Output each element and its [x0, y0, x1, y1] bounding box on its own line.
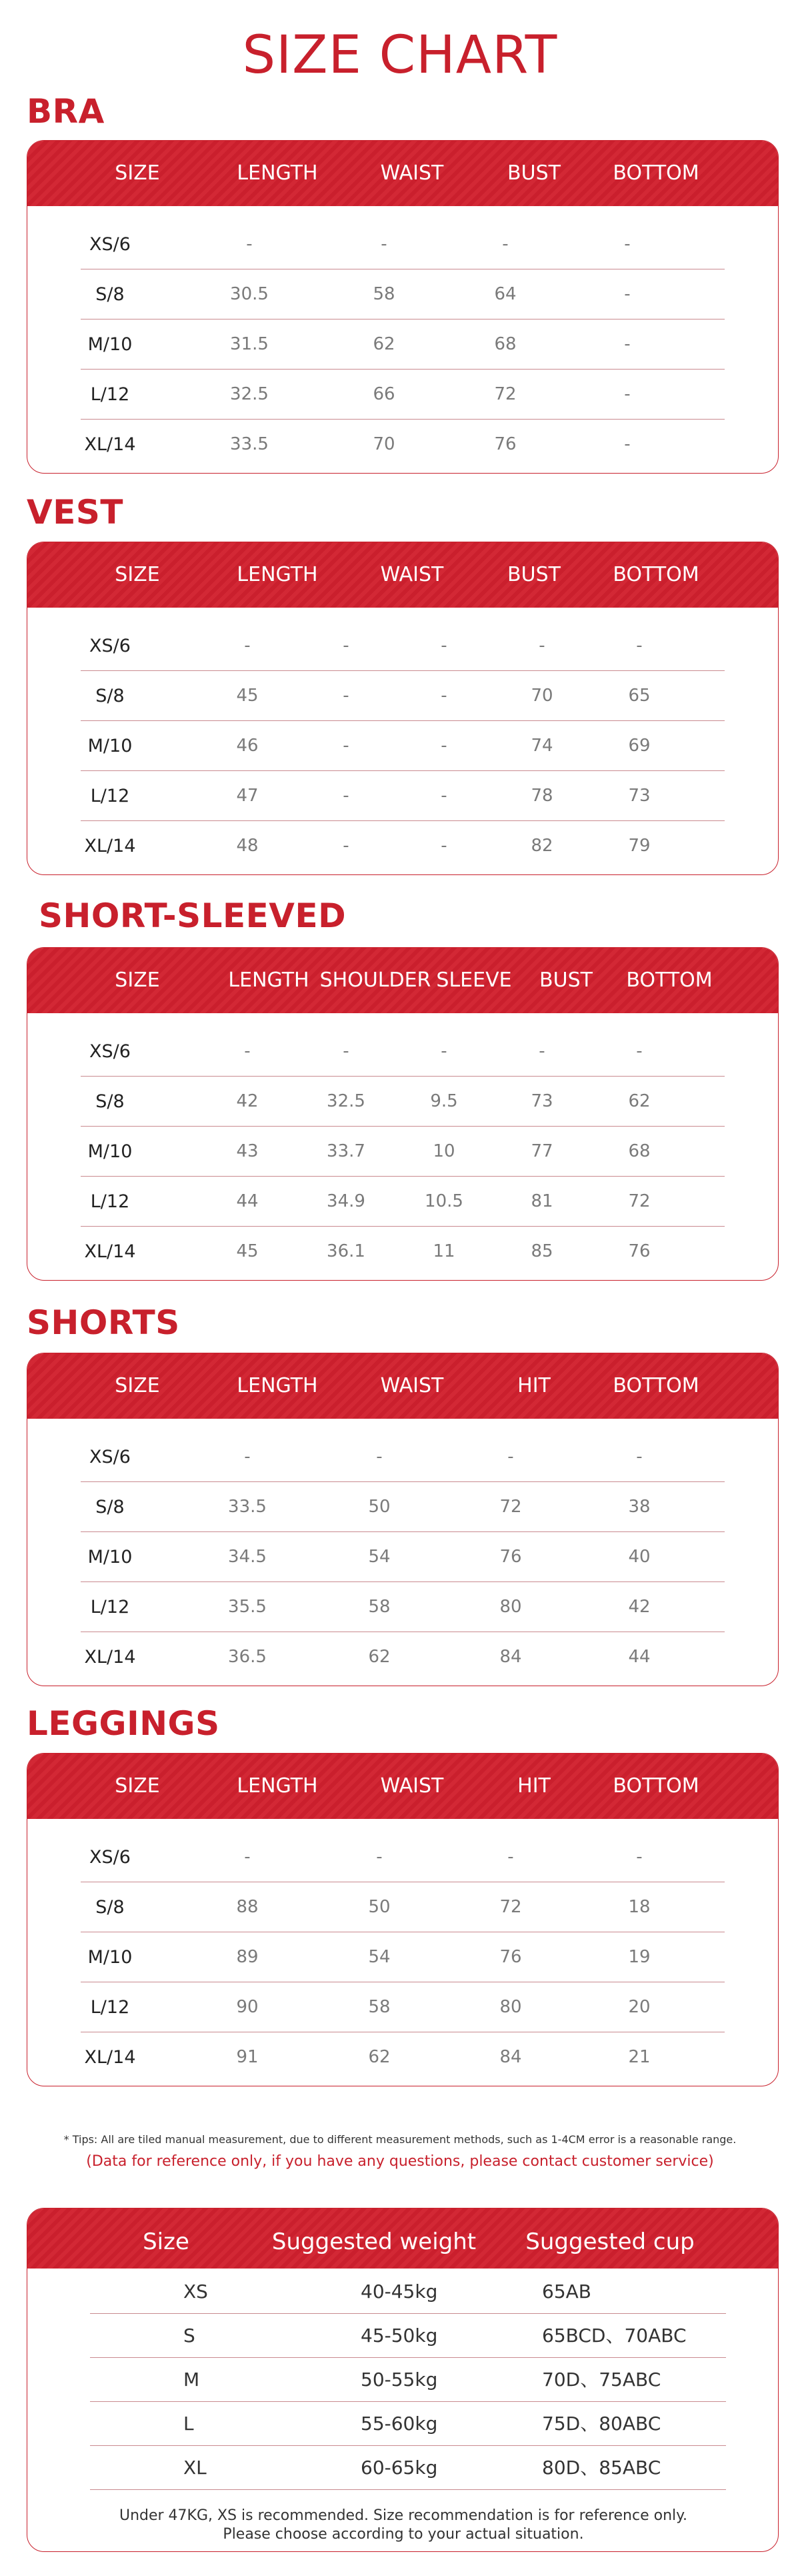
value-cell: - [246, 234, 253, 254]
value-cell: 76 [499, 1947, 522, 1967]
weight-note-line2: Please choose according to your actual situation. [223, 2526, 584, 2543]
value-cell: 36.1 [327, 1241, 365, 1261]
value-cell: 30.5 [230, 284, 269, 304]
header-waist: WAIST [380, 563, 444, 586]
value-cell: - [343, 686, 349, 706]
value-cell: - [441, 1041, 447, 1061]
value-cell: - [636, 636, 643, 656]
table-header [27, 1353, 778, 1419]
value-cell: 35.5 [228, 1597, 267, 1617]
table-row [81, 1982, 725, 2032]
value-cell: - [624, 434, 631, 454]
weight-table-row [90, 2270, 726, 2314]
size-cell: M/10 [87, 1947, 133, 1968]
value-cell: 64 [494, 284, 517, 304]
section-title-bra: BRA [27, 92, 105, 131]
value-cell: 72 [494, 384, 517, 404]
header-suggested-weight: Suggested weight [271, 2228, 477, 2255]
table-row [81, 1632, 725, 1682]
value-cell: 33.5 [230, 434, 269, 454]
header-length: LENGTH [237, 1374, 318, 1397]
table-row [81, 1177, 725, 1227]
header-sleeve: SLEEVE [436, 969, 512, 992]
size-cell: M/10 [87, 1141, 133, 1162]
size-table-vest [27, 542, 779, 875]
value-cell: - [441, 736, 447, 756]
header-length: LENGTH [228, 969, 309, 992]
table-row [81, 1532, 725, 1582]
value-cell: 91 [236, 2047, 259, 2067]
value-cell: 62 [368, 1647, 391, 1667]
header-size: SIZE [115, 969, 160, 992]
value-cell: 20 [628, 1997, 651, 2017]
size-cell: XS/6 [89, 1847, 131, 1868]
value-cell: 45 [236, 1241, 259, 1261]
value-cell: 80 [499, 1597, 522, 1617]
value-cell: 46 [236, 736, 259, 756]
header-bottom: BOTTOM [613, 161, 699, 185]
value-cell: - [381, 234, 387, 254]
size-cell: L/12 [90, 1997, 130, 2018]
size-cell: S/8 [95, 284, 125, 305]
value-cell: 45 [236, 686, 259, 706]
value-cell: - [343, 1041, 349, 1061]
value-cell: 33.7 [327, 1141, 365, 1161]
value-cell: 66 [373, 384, 395, 404]
value-cell: 72 [499, 1897, 522, 1917]
header-bottom: BOTTOM [626, 969, 713, 992]
value-cell: - [376, 1847, 383, 1867]
weight-note-line1: Under 47KG, XS is recommended. Size recommendation is for reference only. [119, 2507, 688, 2524]
size-cell: XL/14 [84, 2047, 136, 2068]
value-cell: 90 [236, 1997, 259, 2017]
size-table-short-sleeved [27, 947, 779, 1281]
header-bust: BUST [507, 563, 561, 586]
value-cell: 50 [368, 1897, 391, 1917]
value-cell: 33.5 [228, 1497, 267, 1517]
size-cell: M [183, 2369, 200, 2391]
weight-cell: 50-55kg [361, 2369, 438, 2391]
value-cell: - [343, 836, 349, 856]
weight-table-row [90, 2314, 726, 2358]
section-title-leggings: LEGGINGS [27, 1704, 220, 1743]
value-cell: 18 [628, 1897, 651, 1917]
table-row [81, 621, 725, 671]
value-cell: 50 [368, 1497, 391, 1517]
header-waist: WAIST [380, 1374, 444, 1397]
size-cell: M/10 [87, 736, 133, 756]
value-cell: 84 [499, 1647, 522, 1667]
value-cell: 82 [531, 836, 553, 856]
value-cell: - [539, 636, 545, 656]
value-cell: 79 [628, 836, 651, 856]
table-row [81, 1027, 725, 1077]
header-size: SIZE [115, 1774, 160, 1798]
table-row [81, 1227, 725, 1277]
header-length: LENGTH [237, 161, 318, 185]
value-cell: - [636, 1847, 643, 1867]
table-row [81, 219, 725, 269]
value-cell: 21 [628, 2047, 651, 2067]
header-bust: BUST [507, 161, 561, 185]
value-cell: - [507, 1847, 514, 1867]
value-cell: 34.5 [228, 1547, 267, 1567]
page-title: SIZE CHART [242, 25, 558, 85]
header-size: SIZE [115, 563, 160, 586]
size-cell: S [183, 2325, 195, 2347]
value-cell: 76 [494, 434, 517, 454]
table-row [81, 2032, 725, 2082]
table-header [27, 948, 778, 1013]
header-size: SIZE [115, 161, 160, 185]
header-hit: HIT [517, 1774, 551, 1798]
value-cell: 74 [531, 736, 553, 756]
table-header [27, 542, 778, 608]
size-cell: XS/6 [89, 234, 131, 255]
table-row [81, 1832, 725, 1882]
value-cell: - [636, 1041, 643, 1061]
header-bottom: BOTTOM [613, 1774, 699, 1798]
value-cell: 62 [628, 1091, 651, 1111]
value-cell: - [343, 786, 349, 806]
section-title-vest: VEST [27, 493, 123, 532]
value-cell: 10.5 [425, 1191, 463, 1211]
value-cell: 58 [368, 1997, 391, 2017]
weight-cell: 45-50kg [361, 2325, 438, 2347]
value-cell: 85 [531, 1241, 553, 1261]
value-cell: 47 [236, 786, 259, 806]
value-cell: 68 [628, 1141, 651, 1161]
table-row [81, 721, 725, 771]
cup-cell: 80D、85ABC [542, 2457, 661, 2479]
size-cell: XL/14 [84, 434, 136, 455]
size-cell: L/12 [90, 384, 130, 405]
size-cell: L [183, 2413, 194, 2435]
table-row [81, 821, 725, 871]
table-row [81, 1127, 725, 1177]
value-cell: - [441, 686, 447, 706]
value-cell: - [343, 736, 349, 756]
value-cell: 11 [433, 1241, 455, 1261]
header-waist: WAIST [380, 1774, 444, 1798]
size-cell: XS/6 [89, 1041, 131, 1062]
value-cell: 36.5 [228, 1647, 267, 1667]
value-cell: 70 [531, 686, 553, 706]
size-table-bra [27, 140, 779, 474]
weight-cell: 55-60kg [361, 2413, 438, 2435]
value-cell: - [441, 836, 447, 856]
value-cell: - [244, 1041, 251, 1061]
value-cell: - [244, 1447, 251, 1467]
weight-table-row [90, 2402, 726, 2446]
value-cell: 73 [531, 1091, 553, 1111]
table-header [27, 141, 778, 206]
size-cell: S/8 [95, 1091, 125, 1112]
value-cell: 89 [236, 1947, 259, 1967]
value-cell: 76 [628, 1241, 651, 1261]
value-cell: - [244, 1847, 251, 1867]
header-bottom: BOTTOM [613, 563, 699, 586]
table-row [81, 420, 725, 470]
table-row [81, 1482, 725, 1532]
value-cell: 81 [531, 1191, 553, 1211]
reference-note: (Data for reference only, if you have any questions, please contact customer service) [86, 2153, 714, 2170]
header-shoulder: SHOULDER [319, 969, 431, 992]
value-cell: 34.9 [327, 1191, 365, 1211]
size-table-shorts [27, 1353, 779, 1686]
value-cell: - [244, 636, 251, 656]
header-length: LENGTH [237, 1774, 318, 1798]
size-cell: XS/6 [89, 636, 131, 656]
size-cell: XS/6 [89, 1447, 131, 1467]
table-header [27, 1754, 778, 1819]
section-title-shorts: SHORTS [27, 1303, 180, 1342]
value-cell: 84 [499, 2047, 522, 2067]
value-cell: 62 [368, 2047, 391, 2067]
table-row [81, 1932, 725, 1982]
value-cell: 78 [531, 786, 553, 806]
value-cell: 69 [628, 736, 651, 756]
value-cell: 62 [373, 334, 395, 354]
value-cell: - [624, 384, 631, 404]
value-cell: - [441, 786, 447, 806]
table-row [81, 771, 725, 821]
size-cell: M/10 [87, 334, 133, 355]
value-cell: 76 [499, 1547, 522, 1567]
size-cell: XL [183, 2457, 207, 2479]
value-cell: 54 [368, 1547, 391, 1567]
weight-table-header [27, 2208, 778, 2269]
table-row [81, 1432, 725, 1482]
size-cell: XL/14 [84, 1647, 136, 1668]
size-cell: S/8 [95, 1497, 125, 1517]
weight-cell: 40-45kg [361, 2281, 438, 2303]
table-row [81, 1882, 725, 1932]
value-cell: 54 [368, 1947, 391, 1967]
header-suggested-cup: Suggested cup [525, 2228, 695, 2255]
size-cell: M/10 [87, 1547, 133, 1567]
value-cell: - [343, 636, 349, 656]
header-bust: BUST [539, 969, 593, 992]
value-cell: 9.5 [430, 1091, 458, 1111]
cup-cell: 65AB [542, 2281, 591, 2303]
value-cell: 65 [628, 686, 651, 706]
value-cell: - [636, 1447, 643, 1467]
value-cell: 32.5 [327, 1091, 365, 1111]
cup-cell: 70D、75ABC [542, 2369, 661, 2391]
cup-cell: 65BCD、70ABC [542, 2325, 687, 2347]
value-cell: 68 [494, 334, 517, 354]
table-row [81, 269, 725, 319]
value-cell: 10 [433, 1141, 455, 1161]
weight-recommendation-table [27, 2208, 779, 2552]
header-waist: WAIST [380, 161, 444, 185]
size-cell: XL/14 [84, 1241, 136, 1262]
size-cell: L/12 [90, 1191, 130, 1212]
table-row [81, 319, 725, 370]
weight-table-row [90, 2358, 726, 2402]
table-row [81, 370, 725, 420]
table-row [81, 1077, 725, 1127]
header-bottom: BOTTOM [613, 1374, 699, 1397]
value-cell: 58 [368, 1597, 391, 1617]
value-cell: - [507, 1447, 514, 1467]
size-table-leggings [27, 1753, 779, 2086]
size-cell: S/8 [95, 686, 125, 706]
header-hit: HIT [517, 1374, 551, 1397]
value-cell: - [624, 284, 631, 304]
size-cell: XL/14 [84, 836, 136, 856]
value-cell: - [441, 636, 447, 656]
size-cell: S/8 [95, 1897, 125, 1918]
value-cell: 40 [628, 1547, 651, 1567]
value-cell: 58 [373, 284, 395, 304]
value-cell: 32.5 [230, 384, 269, 404]
value-cell: - [539, 1041, 545, 1061]
value-cell: 80 [499, 1997, 522, 2017]
header-length: LENGTH [237, 563, 318, 586]
value-cell: 72 [499, 1497, 522, 1517]
weight-table-row [90, 2446, 726, 2490]
value-cell: - [624, 234, 631, 254]
size-cell: XS [183, 2281, 208, 2303]
value-cell: 48 [236, 836, 259, 856]
value-cell: 72 [628, 1191, 651, 1211]
value-cell: 19 [628, 1947, 651, 1967]
value-cell: 70 [373, 434, 395, 454]
header-size: Size [143, 2228, 189, 2255]
table-row [81, 1582, 725, 1632]
measurement-tip: * Tips: All are tiled manual measurement, due to different measurement methods, such as 1-4CM error is a reasonable range. [63, 2133, 737, 2146]
value-cell: 31.5 [230, 334, 269, 354]
value-cell: 44 [236, 1191, 259, 1211]
value-cell: 73 [628, 786, 651, 806]
value-cell: 38 [628, 1497, 651, 1517]
header-size: SIZE [115, 1374, 160, 1397]
cup-cell: 75D、80ABC [542, 2413, 661, 2435]
value-cell: 88 [236, 1897, 259, 1917]
value-cell: - [502, 234, 509, 254]
value-cell: 42 [628, 1597, 651, 1617]
size-cell: L/12 [90, 1597, 130, 1618]
table-row [81, 671, 725, 721]
size-cell: L/12 [90, 786, 130, 806]
value-cell: - [376, 1447, 383, 1467]
value-cell: 42 [236, 1091, 259, 1111]
value-cell: 43 [236, 1141, 259, 1161]
value-cell: 44 [628, 1647, 651, 1667]
value-cell: - [624, 334, 631, 354]
section-title-short-sleeved: SHORT-SLEEVED [39, 896, 347, 935]
weight-cell: 60-65kg [361, 2457, 438, 2479]
value-cell: 77 [531, 1141, 553, 1161]
